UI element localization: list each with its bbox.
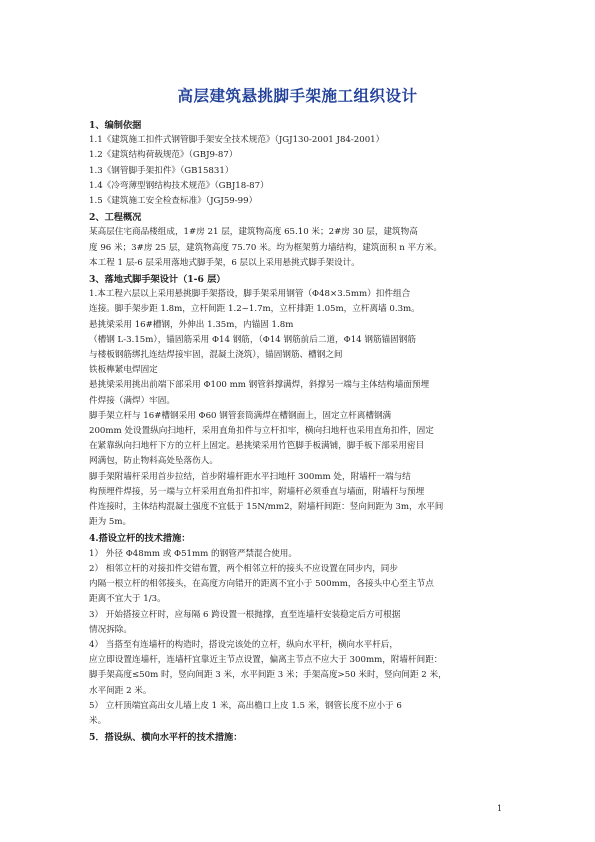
text-line: 1.3《钢管脚手架扣件》（GB15831） <box>89 165 234 176</box>
text-line: 悬挑梁采用 16#槽钢，外伸出 1.35m，内锚固 1.8m <box>89 319 294 330</box>
text-line: 1.本工程六层以上采用悬挑脚手架搭设，脚手架采用钢管（Φ48×3.5mm）扣件组合 <box>89 289 411 300</box>
text-line: 铁板榫紧电焊固定 <box>89 365 158 376</box>
section-heading: 3、落地式脚手架设计（1-6 层） <box>89 274 226 286</box>
document-body <box>89 118 509 745</box>
document-title: 高层建筑悬挑脚手架施工组织设计 <box>177 86 418 105</box>
text-line: （槽钢 L-3.15m），锚固筋采用 Φ14 钢筋，（Φ14 钢筋前后二道，Φ14 钢筋锚固钢筋 <box>89 334 416 345</box>
section-heading: 4.搭设立杆的技术措施： <box>89 533 191 545</box>
text-line: 200mm 处设置纵向扫地杆，采用直角扣件与立杆扣牢，横向扫地杆也采用直角扣件，固定 <box>89 426 434 437</box>
text-line: 4） 当搭至有连墙杆的构造时，搭设完该处的立杆，纵向水平杆，横向水平杆后， <box>89 639 398 650</box>
page-number: 1 <box>497 804 503 813</box>
text-line: 脚手架附墙杆采用首步拉结，首步附墙杆距水平扫地杆 300mm 处，附墙杆一端与结 <box>89 471 411 482</box>
text-line: 1.1《建筑施工扣件式钢管脚手架安全技术规范》（JGJ130-2001 J84-2001） <box>89 135 385 146</box>
text-line: 件连接时，主体结构混凝土强度不宜低于 15N/mm2，附墙杆间距：竖向间距为 3m，水平间 <box>89 502 444 513</box>
text-line: 水平间距 2 米。 <box>89 685 152 696</box>
text-line: 本工程 1 层-6 层采用落地式脚手架，6 层以上采用悬挑式脚手架设计。 <box>89 257 360 268</box>
text-line: 连接。脚手架步距 1.8m，立杆间距 1.2~1.7m，立杆排距 1.05m，立杆离墙 0.3m。 <box>89 304 420 315</box>
text-line: 内隔一根立杆的相邻接头，在高度方向错开的距离不宜小于 500mm，各接头中心至主节点 <box>89 579 434 590</box>
text-line: 5） 立杆顶端宜高出女儿墙上皮 1 米，高出檐口上皮 1.5 米，钢管长度不应小于 6 <box>89 700 402 711</box>
text-line: 件焊接（满焊）牢固。 <box>89 395 175 406</box>
text-line: 距为 5m。 <box>89 517 132 528</box>
text-line: 1.2《建筑结构荷载规范》（GBJ9-87） <box>89 150 238 161</box>
text-line: 脚手架高度≤50m 时，竖向间距 3 米，水平间距 3 米；手架高度>50 米时，竖向间距 2 米， <box>89 670 447 681</box>
text-line: 应立即设置连墙杆，连墙杆宜靠近主节点设置，偏离主节点不应大于 300mm，附墙杆间距： <box>89 655 443 666</box>
section-heading: 5．搭设纵、横向水平杆的技术措施： <box>89 732 243 744</box>
section-heading: 1、编制依据 <box>89 120 142 131</box>
text-line: 脚手架立杆与 16#槽钢采用 Φ60 钢管套筒满焊在槽钢面上，固定立杆离槽钢满 <box>89 410 392 421</box>
text-line: 度 96 米；3#房 25 层，建筑物高度 75.70 米。均为框架剪力墙结构，建筑面积 n 平方米。 <box>89 242 442 253</box>
text-line: 1.4《冷弯薄型钢结构技术规范》（GBJ18-87） <box>89 180 269 191</box>
text-line: 网满包，防止物料高处坠落伤人。 <box>89 456 218 467</box>
text-line: 3） 开始搭接立杆时，应每隔 6 跨设置一根抛撑，直至连墙杆安装稳定后方可根据 <box>89 609 401 620</box>
text-line: 在紧靠纵向扫地杆下方的立杆上固定。悬挑梁采用竹笆脚手板满铺，脚手板下部采用密目 <box>89 441 425 452</box>
text-line: 米。 <box>89 715 107 726</box>
section-heading: 2、工程概况 <box>89 212 142 224</box>
text-line: 情况拆除。 <box>89 624 132 635</box>
text-line: 某高层住宅商品楼组成，1#房 21 层，建筑物高度 65.10 米；2#房 30 层，建筑物高 <box>89 227 418 238</box>
text-line: 构预埋件焊接，另一端与立杆采用直角扣件扣牢，附墙杆必须垂直与墙面，附墙杆与预埋 <box>89 486 425 497</box>
text-line: 2） 相邻立杆的对接扣件交错布置，两个相邻立杆的接头不应设置在同步内，同步 <box>89 563 398 574</box>
text-line: 与楼板钢筋绑扎连结焊接牢固，混凝土浇筑），锚固钢筋、槽钢之间 <box>89 350 343 361</box>
text-line: 1） 外径 Φ48mm 或 Φ51mm 的钢管严禁混合使用。 <box>89 548 297 559</box>
text-line: 1.5《建筑施工安全检查标准》（JGJ59-99） <box>89 196 258 207</box>
text-line: 距离不宜大于 1/3。 <box>89 594 166 605</box>
text-line: 悬挑梁采用挑出前端下部采用 Φ100 mm 钢管斜撑满焊，斜撑另一端与主体结构墙面预埋 <box>89 380 430 391</box>
